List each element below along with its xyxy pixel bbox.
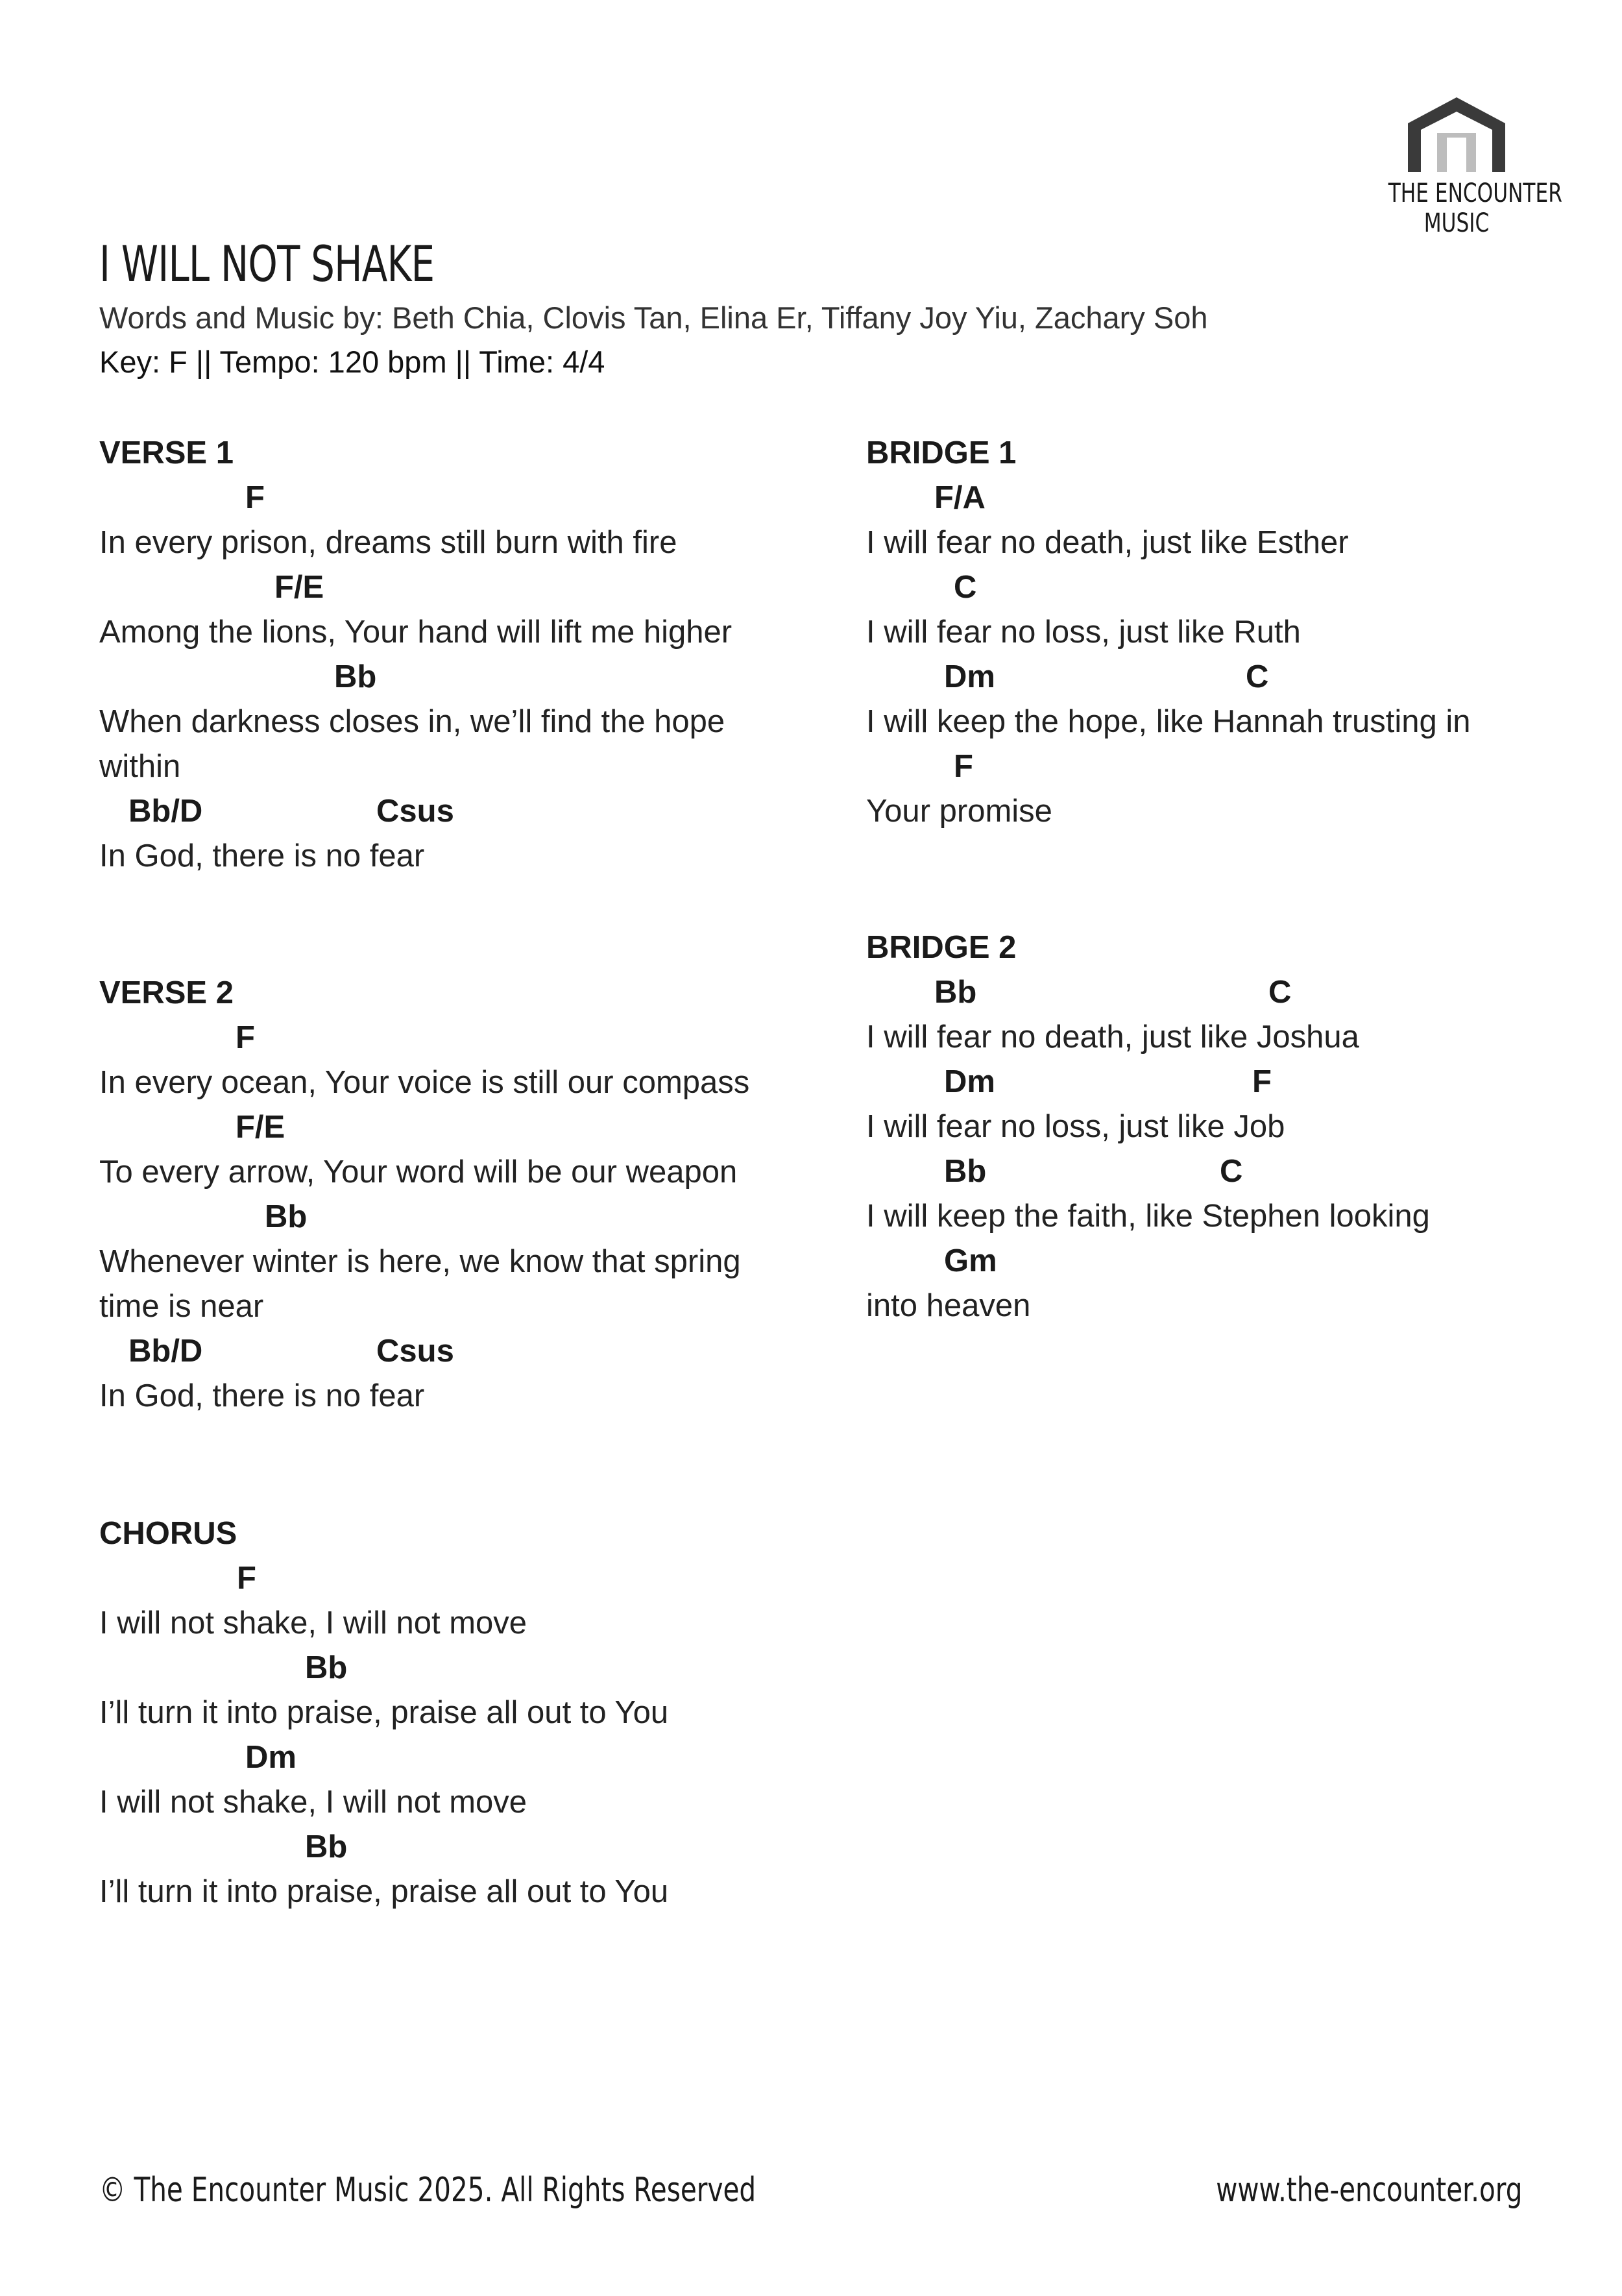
lyric-line: I will not shake, I will not move [99, 1606, 527, 1641]
encounter-logo [1369, 97, 1562, 240]
chord: Dm [245, 1740, 297, 1775]
chord: Bb [265, 1199, 308, 1234]
section-title: BRIDGE 1 [866, 435, 1017, 470]
lyric-line: within [99, 749, 181, 784]
lyric-line: In every ocean, Your voice is still our compass [99, 1065, 750, 1100]
lyric-line: I will fear no death, just like Esther [866, 525, 1349, 560]
chord: Bb/D [128, 1334, 203, 1369]
lyric-line: I will not shake, I will not move [99, 1785, 527, 1820]
lyric-line: In God, there is no fear [99, 838, 425, 873]
lyric-line: When darkness closes in, we’ll find the hope [99, 704, 725, 739]
chord: Bb [944, 1154, 987, 1189]
chord: C [1246, 659, 1269, 694]
lyric-line: I will keep the faith, like Stephen looking [866, 1199, 1430, 1234]
lyric-line: time is near [99, 1289, 264, 1324]
section-title: VERSE 1 [99, 435, 234, 470]
footer-copyright: © The Encounter Music 2025. All Rights Reserved [99, 2171, 757, 2210]
chord: Bb [934, 975, 977, 1010]
section-title: VERSE 2 [99, 975, 234, 1010]
song-credits: Words and Music by: Beth Chia, Clovis Tan, Elina Er, Tiffany Joy Yiu, Zachary Soh [99, 300, 1208, 335]
lyric-line: In God, there is no fear [99, 1378, 425, 1413]
chord: Bb [305, 1650, 348, 1685]
chord: Csus [376, 1334, 454, 1369]
chord: C [1220, 1154, 1243, 1189]
lyric-line: I will fear no loss, just like Ruth [866, 615, 1301, 650]
chord: F [237, 1561, 256, 1596]
chord: Csus [376, 794, 454, 829]
lyric-line: To every arrow, Your word will be our weapon [99, 1154, 738, 1190]
footer-website[interactable]: www.the-encounter.org [1216, 2171, 1523, 2210]
chord: Bb [305, 1829, 348, 1864]
chord: F [954, 749, 973, 784]
chord: Dm [944, 1064, 995, 1099]
house-icon [1408, 97, 1505, 172]
chord: Dm [944, 659, 995, 694]
chord: F [1252, 1064, 1272, 1099]
lyric-line: I will keep the hope, like Hannah trusting in [866, 704, 1471, 739]
section-title: BRIDGE 2 [866, 930, 1017, 965]
lyric-line: Your promise [866, 794, 1052, 829]
song-meta: Key: F || Tempo: 120 bpm || Time: 4/4 [99, 345, 605, 379]
lyric-line: I’ll turn it into praise, praise all out to You [99, 1695, 669, 1730]
chord: Bb/D [128, 794, 203, 829]
lyric-line: Whenever winter is here, we know that spring [99, 1244, 741, 1279]
song-title: I WILL NOT SHAKE [99, 235, 435, 293]
lyric-line: I’ll turn it into praise, praise all out to You [99, 1874, 669, 1909]
chord: C [954, 570, 977, 605]
chord: Bb [334, 659, 377, 694]
chord: C [1268, 975, 1292, 1010]
chord: F [245, 480, 265, 515]
logo-line-1: THE ENCOUNTER [1388, 178, 1562, 208]
lyric-line: Among the lions, Your hand will lift me higher [99, 615, 732, 650]
lyric-line: In every prison, dreams still burn with fire [99, 525, 677, 560]
lyric-line: I will fear no loss, just like Job [866, 1109, 1285, 1144]
chord: F/E [236, 1110, 285, 1145]
chord: F/E [274, 570, 324, 605]
section-title: CHORUS [99, 1516, 237, 1551]
chord: Gm [944, 1243, 997, 1278]
chord: F [236, 1020, 255, 1055]
chord: F/A [934, 480, 986, 515]
lyric-line: into heaven [866, 1288, 1031, 1323]
lyric-line: I will fear no death, just like Joshua [866, 1020, 1359, 1055]
logo-line-2: MUSIC [1423, 208, 1490, 238]
